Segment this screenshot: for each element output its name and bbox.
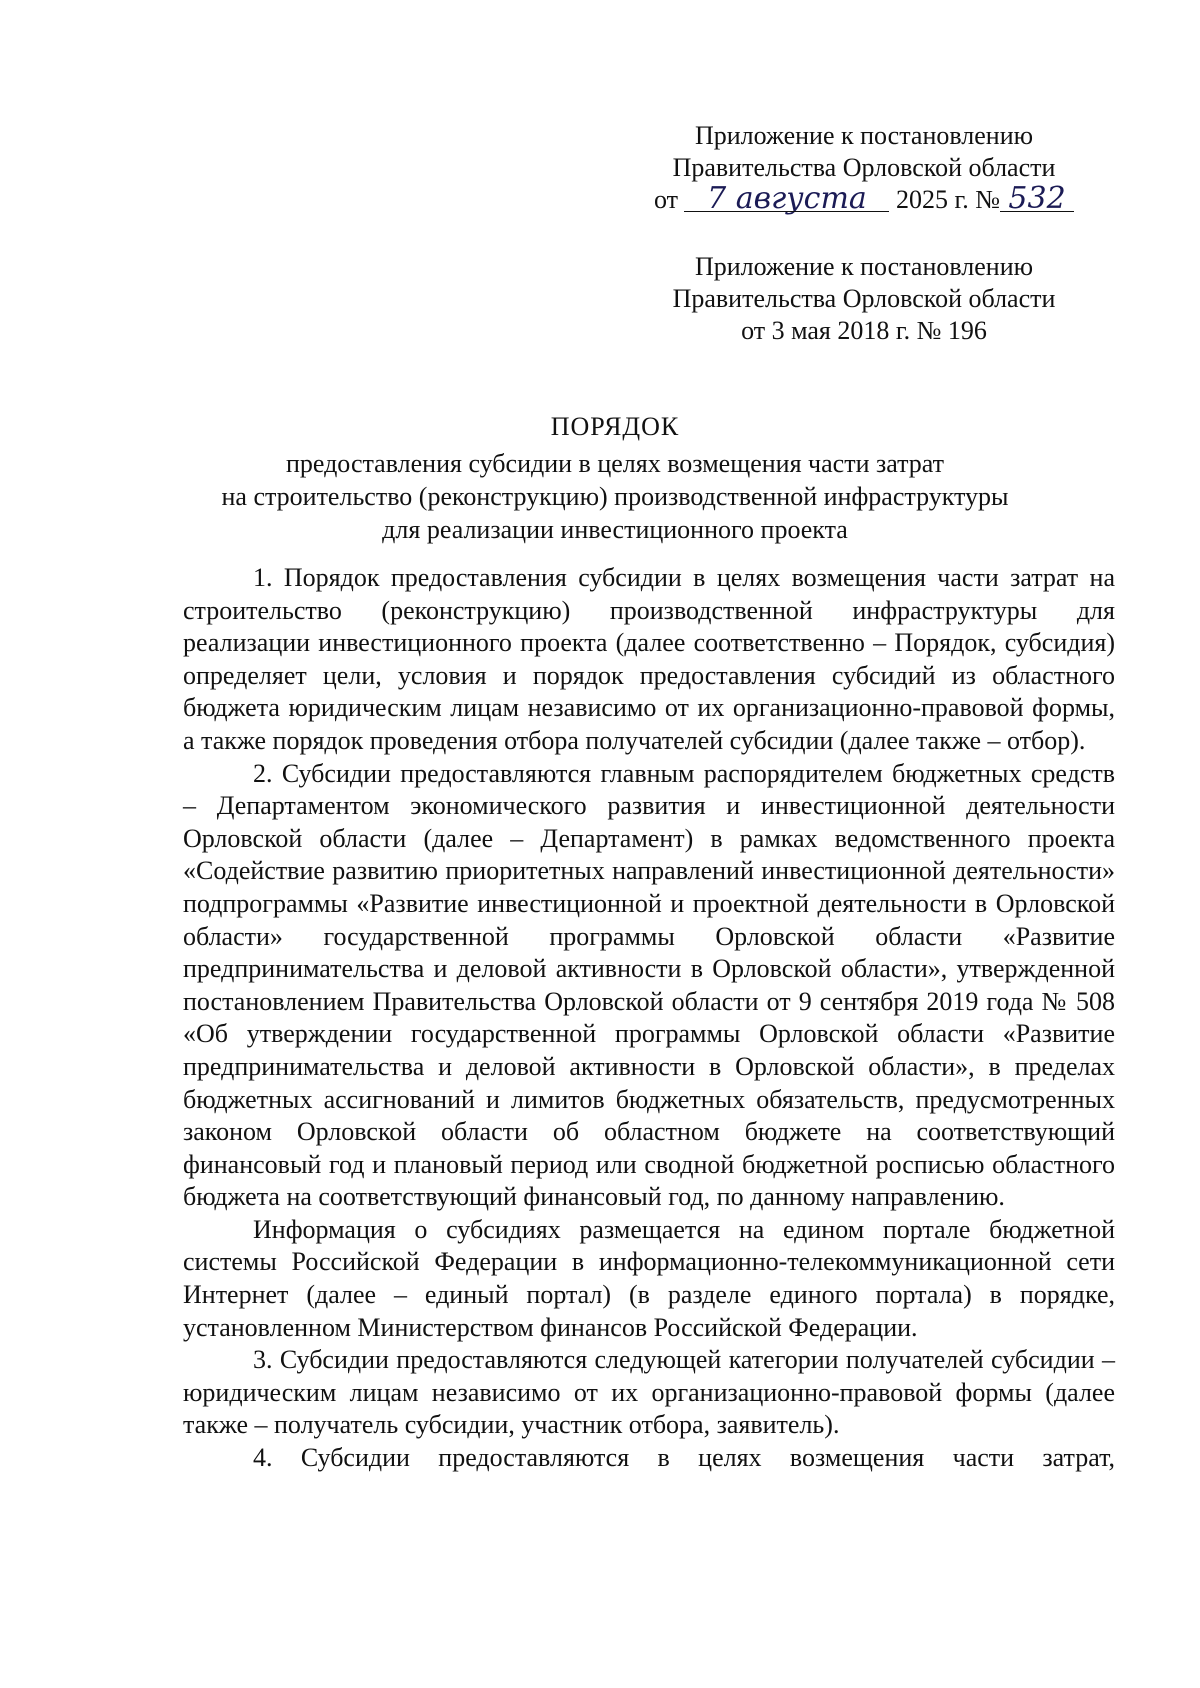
document-body [183,562,1115,1475]
title-subtitle-line: на строительство (реконструкцию) производственной инфраструктуры [221,482,1009,511]
paragraph-2: 2. Субсидии предоставляются главным распорядителем бюджетных средств – Департаментом экономического развития и инвестиционной деятельности Орловской области (далее – Департамент) в рамках ведомственного проекта «Содействие развитию приоритетных направлений инвестиционной деятельности» подпрограммы «Развитие инвестиционной и проектной деятельности в Орловской области» государственной программы Орловской области «Развитие предпринимательства и деловой активности в Орловской области», утвержденной постановлением Правительства Орловской области от 9 сентября 2019 года № 508 «Об утверждении государственной программы Орловской области «Развитие предпринимательства и деловой активности в Орловской области», в пределах бюджетных ассигнований и лимитов бюджетных обязательств, предусмотренных законом Орловской области об областном бюджете на соответствующий финансовый год и плановый период или сводной бюджетной росписью областного бюджета на соответствующий финансовый год, по данному направлению. [183,758,1115,1212]
date-number-line [644,181,1084,216]
title-subtitle-line: предоставления субсидии в целях возмещения части затрат [285,449,945,478]
appendix-header-original [644,251,1084,347]
handwritten-number: 532 [1000,184,1074,214]
year-number-label: 2025 г. № [895,185,1001,214]
paragraph-portal-info: Информация о субсидиях размещается на едином портале бюджетной системы Российской Федерации в информационно-телекоммуникационной сети Интернет (далее – единый портал) (в разделе единого портала) в порядке, установленном Министерством финансов Российской Федерации. [183,1214,1115,1342]
document-title [150,410,1080,546]
paragraph-3: 3. Субсидии предоставляются следующей категории получателей субсидии – юридическим лицам независимо от их организационно-правовой формы (далее также – получатель субсидии, участник отбора, заявитель). [183,1345,1115,1440]
title-main: ПОРЯДОК [550,412,680,441]
government-line: Правительства Орловской области [672,284,1056,313]
title-subtitle-line: для реализации инвестиционного проекта [382,515,848,544]
appendix-line: Приложение к постановлению [694,252,1034,281]
date-prefix: от [653,185,678,214]
handwritten-date: 7 августа [684,184,889,214]
appendix-header-current [644,120,1084,216]
paragraph-4: 4. Субсидии предоставляются в целях возмещения части затрат, [253,1443,1115,1473]
appendix-line: Приложение к постановлению [694,121,1034,150]
paragraph-1: 1. Порядок предоставления субсидии в целях возмещения части затрат на строительство (реконструкцию) производственной инфраструктуры для реализации инвестиционного проекта (далее соответственно – Порядок, субсидия) определяет цели, условия и порядок предоставления субсидий из областного бюджета юридическим лицам независимо от их организационно-правовой формы, а также порядок проведения отбора получателей субсидии (далее также – отбор). [183,563,1115,755]
government-line: Правительства Орловской области [672,153,1056,182]
original-date-line: от 3 мая 2018 г. № 196 [741,316,987,345]
